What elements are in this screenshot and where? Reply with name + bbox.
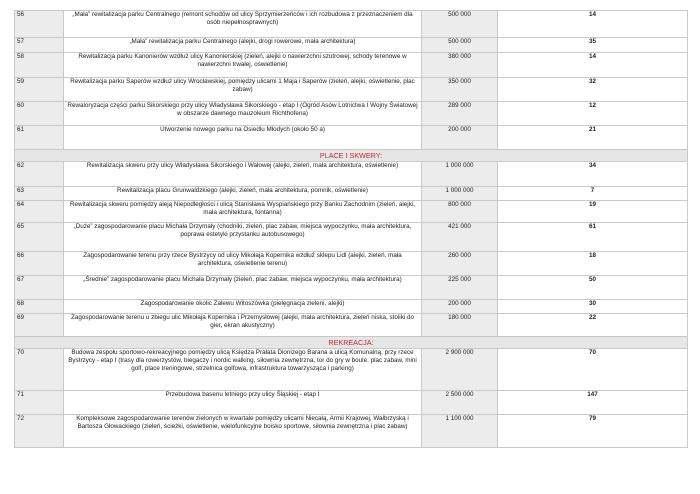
row-number: 57 — [15, 38, 64, 53]
row-number: 68 — [15, 300, 64, 314]
row-number: 59 — [15, 78, 64, 102]
projects-table — [14, 10, 688, 448]
row-number: 67 — [15, 276, 64, 300]
row-count: 14 — [498, 53, 688, 78]
table-row — [15, 415, 688, 448]
table-row — [15, 53, 688, 78]
section-title: PLACE I SKWERY: — [15, 150, 688, 162]
row-description: „Duże” zagospodarowanie placu Michała Drzymały (chodniki, zieleń, plac zabaw, miejsca wypoczynku, mała architektura, poprawa estetyki przystanku autobusowego) — [64, 223, 422, 252]
row-description: Zagospodarowanie okolic Zalewu Witoszówka (pielęgnacja zieleni, alejki) — [64, 300, 422, 314]
row-value: 2 900 000 — [422, 349, 498, 391]
row-description: „Średnie” zagospodarowanie placu Michała Drzymały (zieleń, plac zabaw, miejsca wypoczynku, mała architektura) — [64, 276, 422, 300]
row-value: 225 000 — [422, 276, 498, 300]
section-title: REKREACJA: — [15, 337, 688, 349]
row-number: 69 — [15, 314, 64, 337]
row-count: 12 — [498, 102, 688, 126]
row-value: 1 000 000 — [422, 187, 498, 201]
row-number: 65 — [15, 223, 64, 252]
row-value: 421 000 — [422, 223, 498, 252]
row-count: 7 — [498, 187, 688, 201]
table-row — [15, 252, 688, 276]
row-description: Rewitalizacja skweru pomiędzy aleją Niepodległości i ulicą Stanisława Wyspiańskiego przy Banku Zachodnim (zieleń, alejki, mała architektura, fontanna) — [64, 201, 422, 223]
table-row — [15, 276, 688, 300]
row-number: 61 — [15, 126, 64, 150]
row-value: 200 000 — [422, 126, 498, 150]
row-description: Utworzenie nowego parku na Osiedlu Młodych (około 50 a) — [64, 126, 422, 150]
row-number: 62 — [15, 162, 64, 187]
row-description: Budowa zespołu sportowo-rekreacyjnego pomiędzy ulicą Księdza Prałata Dionizego Barana a ulicą Komunalną, przy rzece Bystrzycy - etap I (trasy dla rowerzystów, biegaczy i nordic walking, siłownia zewnętrzna, tor do gry w boule, plac zabaw, mini golf, place treningowe, strzelnica golfowa, infrastruktura towarzysząca i parking) — [64, 349, 422, 391]
row-number: 72 — [15, 415, 64, 448]
section-header-recreation — [15, 337, 688, 349]
row-value: 260 000 — [422, 252, 498, 276]
table-row — [15, 126, 688, 150]
row-value: 380 000 — [422, 53, 498, 78]
row-value: 350 000 — [422, 78, 498, 102]
row-count: 30 — [498, 300, 688, 314]
row-number: 66 — [15, 252, 64, 276]
row-value: 1 000 000 — [422, 162, 498, 187]
row-number: 64 — [15, 201, 64, 223]
row-number: 60 — [15, 102, 64, 126]
row-description: Zagospodarowanie terenu przy rzece Bystrzycy od ulicy Mikołaja Kopernika wzdłuż sklepu Lidl (alejki, zieleń, mała architektura, oświetlenie terenu) — [64, 252, 422, 276]
row-description: Rewitalizacja parku Saperów wzdłuż ulicy Wrocławskiej, pomiędzy ulicami 1 Maja i Saperów (zieleń, alejki, oświetlenie, plac zabaw) — [64, 78, 422, 102]
row-count: 21 — [498, 126, 688, 150]
table-row — [15, 300, 688, 314]
row-count: 50 — [498, 276, 688, 300]
row-description: „Mała” rewitalizacja parku Centralnego (alejki, drogi rowerowe, mała architektura) — [64, 38, 422, 53]
row-count: 18 — [498, 252, 688, 276]
table-row — [15, 78, 688, 102]
row-value: 500 000 — [422, 38, 498, 53]
row-count: 32 — [498, 78, 688, 102]
row-value: 2 500 000 — [422, 391, 498, 415]
table-row — [15, 201, 688, 223]
row-number: 56 — [15, 11, 64, 38]
table-row — [15, 38, 688, 53]
row-description: „Mała” rewitalizacja parku Centralnego (remont schodów od ulicy Sprzymierzeńców i ich rozbudowa z przeznaczeniem dla osób niepełnosprawnych) — [64, 11, 422, 38]
table-row — [15, 314, 688, 337]
row-value: 1 100 000 — [422, 415, 498, 448]
row-count: 14 — [498, 11, 688, 38]
row-number: 71 — [15, 391, 64, 415]
row-count: 61 — [498, 223, 688, 252]
row-description: Rewaloryzacja części parku Sikorskiego przy ulicy Władysława Sikorskiego - etap I (Ogród Asów Lotnictwa I Wojny Światowej w obszarze dawnego mauzoleum Richthofena) — [64, 102, 422, 126]
row-description: Rewitalizacja parku Kanonierów wzdłuż ulicy Kanonierskiej (zieleń, alejki o nawierzchni szutrowej, schody terenowe w nawierzchni trwałej, oświetlenie) — [64, 53, 422, 78]
row-count: 19 — [498, 201, 688, 223]
table-row — [15, 223, 688, 252]
row-description: Zagospodarowanie terenu u zbiegu ulic Mikołaja Kopernika i Przemysłowej (alejki, mała architektura, zieleń niska, stoliki do gier, ekran akustyczny) — [64, 314, 422, 337]
row-value: 200 000 — [422, 300, 498, 314]
row-description: Rewitalizacja skweru przy ulicy Władysława Sikorskiego i Wałowej (alejki, zieleń, mała architektura, oświetlenie) — [64, 162, 422, 187]
section-header-squares — [15, 150, 688, 162]
table-row — [15, 102, 688, 126]
row-description: Przebudowa basenu letniego przy ulicy Śląskiej - etap I — [64, 391, 422, 415]
row-number: 70 — [15, 349, 64, 391]
table-row — [15, 162, 688, 187]
table-row — [15, 11, 688, 38]
table-row — [15, 391, 688, 415]
row-description: Rewitalizacja placu Grunwaldzkiego (alejki, zieleń, mała architektura, pomnik, oświetlenie) — [64, 187, 422, 201]
row-number: 58 — [15, 53, 64, 78]
row-count: 35 — [498, 38, 688, 53]
row-value: 800 000 — [422, 201, 498, 223]
table-row — [15, 349, 688, 391]
table-row — [15, 187, 688, 201]
row-count: 70 — [498, 349, 688, 391]
row-value: 289 000 — [422, 102, 498, 126]
row-number: 63 — [15, 187, 64, 201]
row-description: Kompleksowe zagospodarowanie terenów zielonych w kwartale pomiędzy ulicami Niecałą, Armii Krajowej, Wałbrzyską i Bartosza Głowackiego (zieleń, ścieżki, oświetlenie, wielofunkcyjne boisko sportowe, siłownia zewnętrzna i plac zabaw) — [64, 415, 422, 448]
row-value: 500 000 — [422, 11, 498, 38]
row-count: 79 — [498, 415, 688, 448]
row-count: 22 — [498, 314, 688, 337]
row-count: 34 — [498, 162, 688, 187]
row-value: 180 000 — [422, 314, 498, 337]
row-count: 147 — [498, 391, 688, 415]
